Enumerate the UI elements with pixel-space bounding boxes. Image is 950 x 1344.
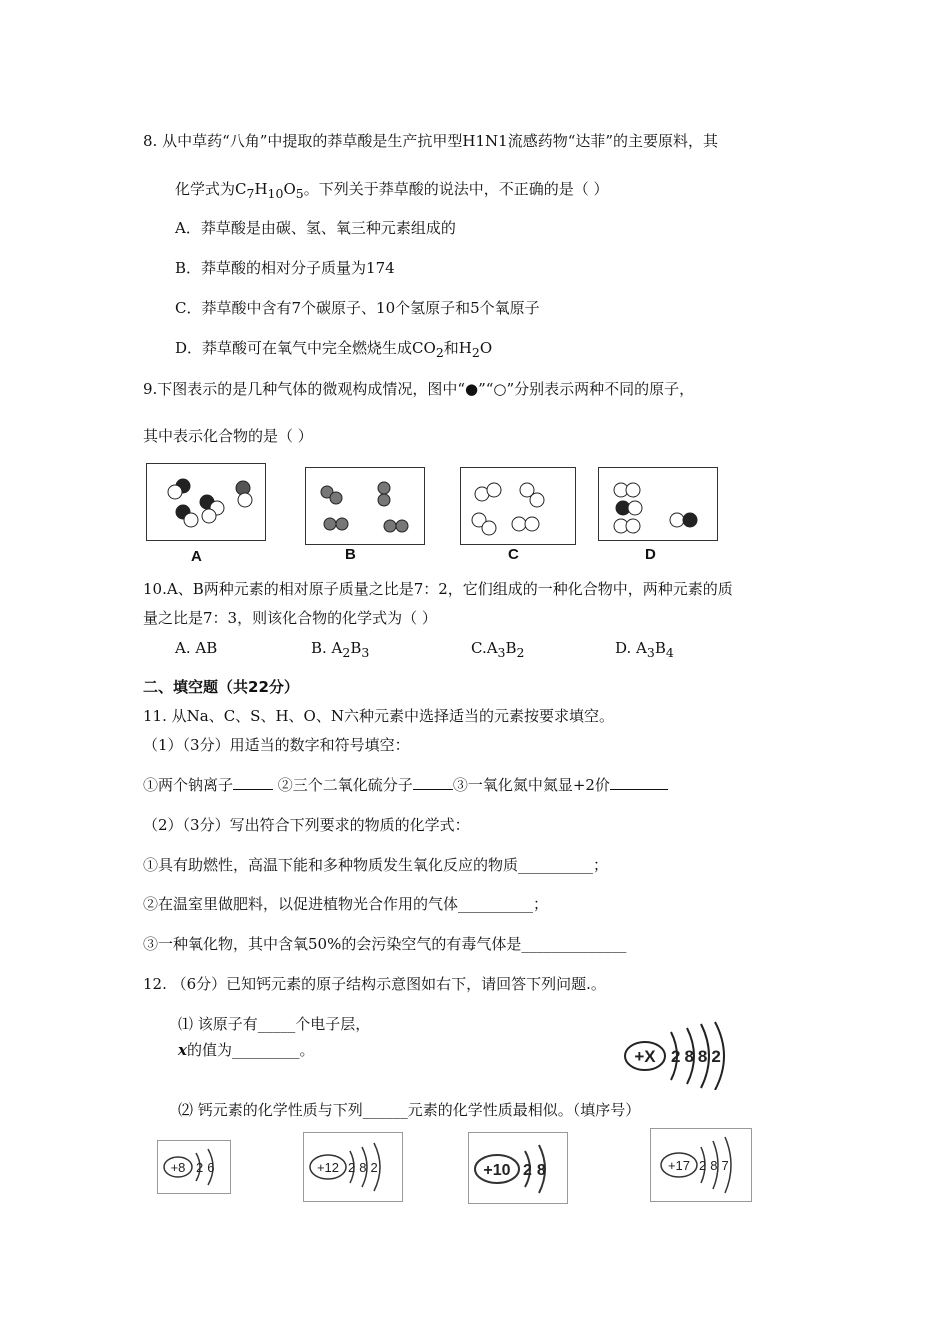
q10-option-part: B xyxy=(654,639,666,657)
q9-stem-line1: 9.下图表示的是几种气体的微观构成情况，图中“●”“○”分别表示两种不同的原子， xyxy=(143,380,695,398)
molecule-diagram-c xyxy=(461,468,575,544)
q9-label-a: A xyxy=(191,548,202,565)
q10-option-d xyxy=(615,638,674,663)
q10-option-part: C.A xyxy=(471,639,498,657)
q8-option-a: A．莽草酸是由碳、氢、氧三种元素组成的 xyxy=(175,219,456,237)
q8-stem-part: 化学式为C xyxy=(175,180,247,198)
q12-part1-b-text: 的值为_________。 xyxy=(186,1041,315,1059)
electron-shells: 2882 xyxy=(671,1047,725,1066)
q12-part1-a: ⑴ 该原子有_____个电子层， xyxy=(178,1015,371,1033)
q8-stem-part: 。下列关于莽草酸的说法中，不正确的是（ ） xyxy=(303,180,609,198)
q11-part2: （2）（3分）写出符合下列要求的物质的化学式： xyxy=(143,816,470,834)
q8-sub: 2 xyxy=(471,345,480,360)
q9-label-b: B xyxy=(345,546,356,563)
molecule-diagram-d xyxy=(599,468,717,540)
q8-stem-line1: 8. 从中草药“八角”中提取的莽草酸是生产抗甲型H1N1流感药物“达菲”的主要原料，其 xyxy=(143,132,719,150)
q10-option-part: B xyxy=(505,639,517,657)
q11-part2-item-2: ②在温室里做肥料，以促进植物光合作用的气体__________； xyxy=(143,895,549,913)
q8-option-d xyxy=(175,338,492,363)
q12-part2: ⑵ 钙元素的化学性质与下列______元素的化学性质最相似。（填序号） xyxy=(178,1101,641,1119)
q10-sub: 2 xyxy=(516,645,525,660)
q9-label-d: D xyxy=(645,546,656,563)
q12-stem: 12. （6分）已知钙元素的原子结构示意图如右下，请回答下列问题.。 xyxy=(143,975,606,993)
q10-stem-line1: 10.A、B两种元素的相对原子质量之比是7：2，它们组成的一种化合物中，两种元素的质 xyxy=(143,580,733,598)
calcium-atom-diagram xyxy=(615,1020,735,1094)
atom-option-3-svg xyxy=(469,1133,567,1203)
atom-option-2-nucleus: +12 xyxy=(316,1160,340,1175)
q8-sub: 7 xyxy=(246,186,255,201)
atom-option-2-shells: 282 xyxy=(348,1160,382,1175)
atom-option-4-shells: 287 xyxy=(699,1158,733,1173)
answer-blank[interactable] xyxy=(610,775,668,790)
q8-option-d-part: 和H xyxy=(443,339,472,357)
q11-item-1: ①两个钠离子 xyxy=(143,776,234,794)
q9-diagram-a xyxy=(146,463,266,541)
q10-sub: 3 xyxy=(361,645,370,660)
atom-option-1-shells: 26 xyxy=(196,1160,219,1175)
atom-option-3-nucleus: +10 xyxy=(483,1162,511,1179)
q10-sub: 3 xyxy=(497,645,506,660)
atom-option-4-svg xyxy=(651,1129,751,1201)
q10-option-a: A. AB xyxy=(175,639,218,657)
q11-item-3: ③一氧化氮中氮显+2价 xyxy=(452,776,610,794)
q9-diagram-c xyxy=(460,467,576,545)
molecule-diagram-b xyxy=(306,468,424,544)
atom-option-2-svg xyxy=(304,1133,402,1201)
q9-stem-line2: 其中表示化合物的是（ ） xyxy=(143,427,313,445)
q11-part2-item-3: ③一种氧化物，其中含氧50%的会污染空气的有毒气体是______________ xyxy=(143,935,627,953)
q11-part1-items xyxy=(143,775,668,795)
q10-option-part: B. A xyxy=(311,639,343,657)
answer-blank[interactable] xyxy=(413,775,453,790)
atom-structure-svg xyxy=(615,1020,735,1090)
q8-stem-line2 xyxy=(175,179,608,204)
q10-option-part: B xyxy=(350,639,362,657)
q8-stem-part: H xyxy=(254,180,268,198)
section-title: 二、填空题（共22分） xyxy=(143,678,299,696)
q8-option-b: B．莽草酸的相对分子质量为174 xyxy=(175,259,395,277)
q11-part2-item-1: ①具有助燃性，高温下能和多种物质发生氧化反应的物质__________； xyxy=(143,856,609,874)
q8-sub: 5 xyxy=(295,186,304,201)
atom-option-1 xyxy=(157,1140,231,1194)
q9-label-c: C xyxy=(508,546,519,563)
atom-option-1-nucleus: +8 xyxy=(170,1160,186,1175)
q8-stem-part: O xyxy=(283,180,296,198)
q10-sub: 3 xyxy=(646,645,655,660)
answer-blank[interactable] xyxy=(233,775,273,790)
q8-option-c: C．莽草酸中含有7个碳原子、10个氢原子和5个氧原子 xyxy=(175,299,540,317)
q8-sub: 2 xyxy=(435,345,444,360)
x-variable: x xyxy=(178,1041,187,1059)
atom-option-3-shells: 28 xyxy=(523,1162,551,1179)
q11-item-2: ②三个二氧化硫分子 xyxy=(277,776,413,794)
q9-diagram-b xyxy=(305,467,425,545)
q8-sub: 10 xyxy=(267,186,284,201)
q10-sub: 2 xyxy=(342,645,351,660)
atom-option-1-svg xyxy=(158,1141,230,1193)
q10-stem-line2: 量之比是7：3，则该化合物的化学式为（ ） xyxy=(143,609,437,627)
q11-part1: （1）（3分）用适当的数字和符号填空： xyxy=(143,736,410,754)
atom-option-4 xyxy=(650,1128,752,1202)
nucleus-charge: +X xyxy=(634,1047,656,1066)
q8-option-d-part: O xyxy=(479,339,493,357)
q10-option-part: D. A xyxy=(615,639,647,657)
q10-option-b xyxy=(311,638,369,663)
atom-option-4-nucleus: +17 xyxy=(667,1158,691,1173)
molecule-diagram-a xyxy=(147,464,265,540)
q12-part1-b xyxy=(178,1040,314,1060)
atom-option-3 xyxy=(468,1132,568,1204)
q10-option-c xyxy=(471,638,524,663)
q9-diagram-d xyxy=(598,467,718,541)
atom-option-2 xyxy=(303,1132,403,1202)
q10-sub: 4 xyxy=(665,645,674,660)
q8-option-d-part: D．莽草酸可在氧气中完全燃烧生成CO xyxy=(175,339,436,357)
q11-stem: 11. 从Na、C、S、H、O、N六种元素中选择适当的元素按要求填空。 xyxy=(143,707,614,725)
